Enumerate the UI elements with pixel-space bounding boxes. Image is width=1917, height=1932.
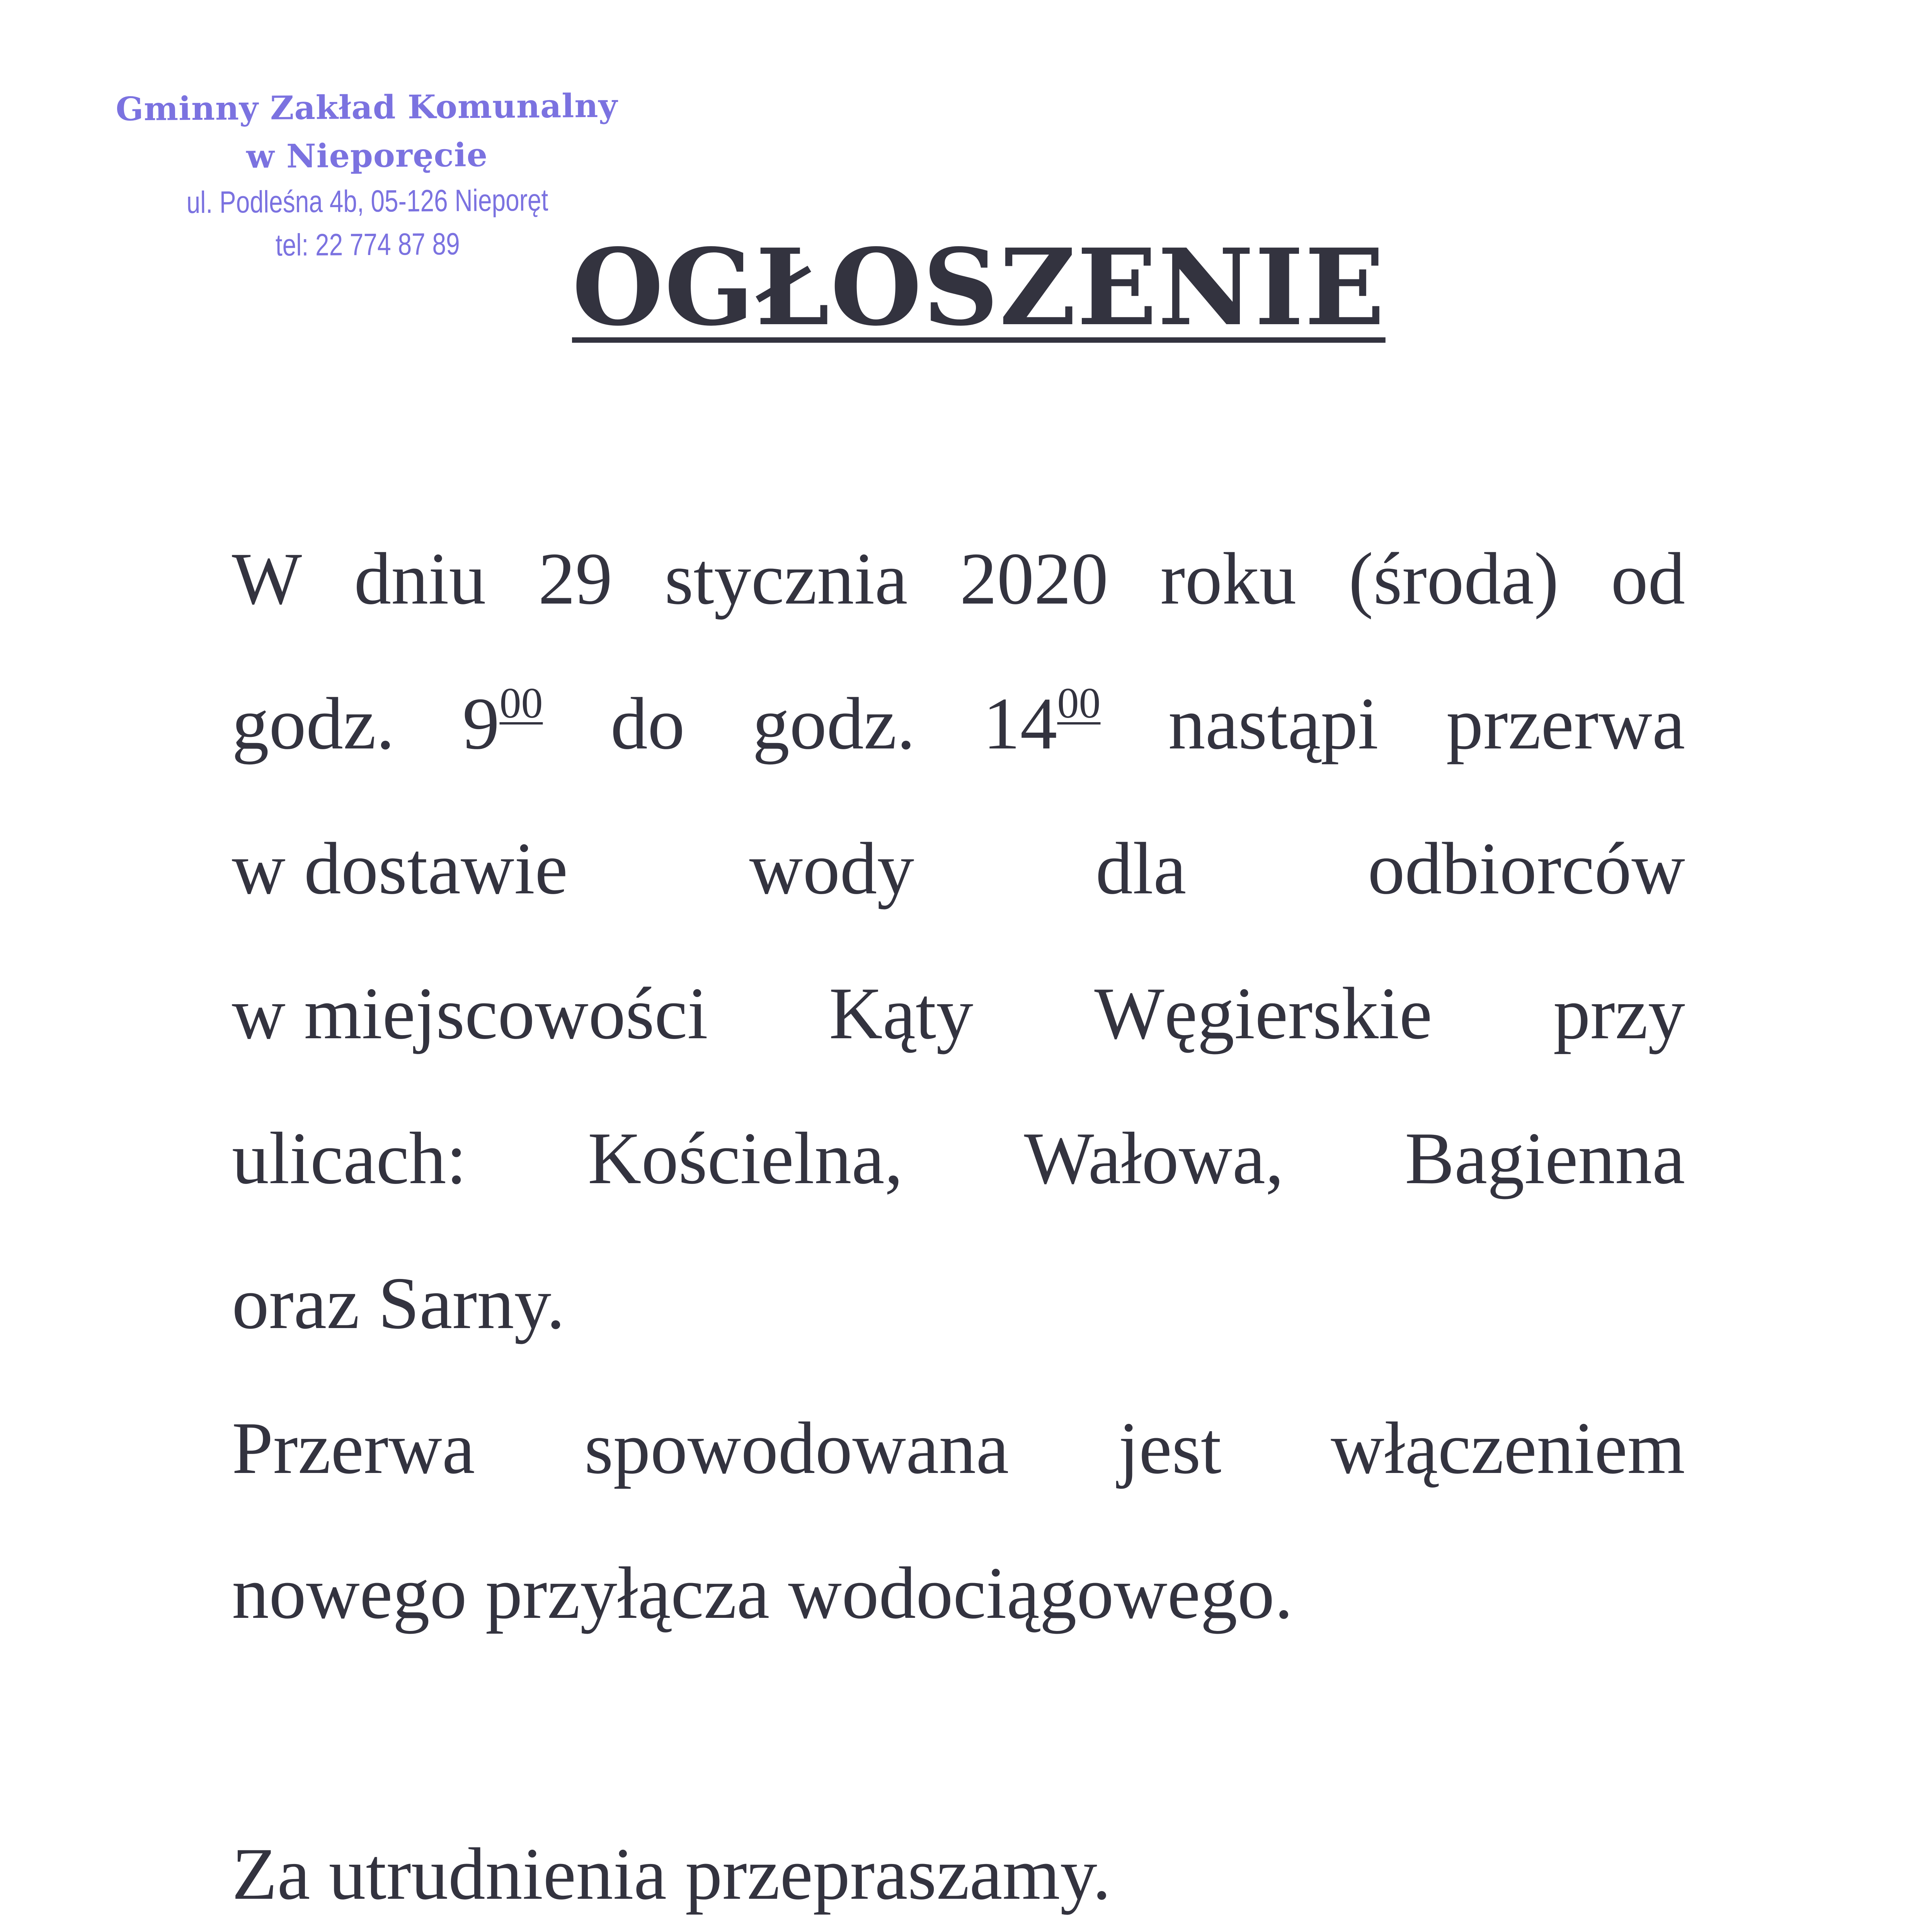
body-line-1 bbox=[232, 506, 1685, 651]
word: nowego przyłącza wodociągowego. bbox=[232, 1552, 1293, 1634]
stamp-address: ul. Podleśna 4b, 05-126 Nieporęt bbox=[186, 182, 548, 220]
word: spowodowana bbox=[584, 1407, 1009, 1489]
word: włączeniem bbox=[1331, 1407, 1685, 1489]
word: W bbox=[232, 537, 302, 620]
word: Kościelna, bbox=[587, 1117, 903, 1199]
stamp-name-line1: Gminny Zakład Komunalny bbox=[116, 86, 618, 128]
word: do bbox=[610, 682, 685, 765]
word: przy bbox=[1553, 972, 1685, 1054]
word: jest bbox=[1118, 1407, 1222, 1489]
body-line-6 bbox=[232, 1231, 1685, 1376]
body-line-8 bbox=[232, 1520, 1685, 1665]
word: 2020 bbox=[960, 537, 1108, 620]
word: oraz Sarny. bbox=[232, 1262, 565, 1344]
body-line-3 bbox=[232, 796, 1685, 941]
word: przerwa bbox=[1446, 682, 1685, 765]
word: godz. bbox=[752, 682, 916, 765]
end-time-minutes: 00 bbox=[1057, 679, 1101, 727]
word: w dostawie bbox=[232, 827, 568, 910]
start-time-hour: 9 bbox=[462, 682, 500, 765]
word: roku bbox=[1160, 537, 1297, 620]
word: ulicach: bbox=[232, 1117, 467, 1199]
word: godz. bbox=[232, 682, 395, 765]
stamp-phone: tel: 22 774 87 89 bbox=[275, 226, 460, 262]
word: Kąty bbox=[829, 972, 974, 1054]
announcement-body bbox=[232, 506, 1685, 1665]
body-line-7 bbox=[232, 1376, 1685, 1520]
stamp-name-line2: w Nieporęcie bbox=[246, 135, 488, 176]
body-line-5 bbox=[232, 1086, 1685, 1231]
end-time-hour: 14 bbox=[983, 682, 1057, 765]
word: dniu bbox=[354, 537, 486, 620]
word: (środa) bbox=[1348, 537, 1559, 620]
body-line-4 bbox=[232, 941, 1685, 1086]
end-time bbox=[983, 651, 1100, 796]
word: dla bbox=[1095, 827, 1187, 910]
closing-apology: Za utrudnienia przepraszamy. bbox=[232, 1833, 1111, 1915]
announcement-title: OGŁOSZENIE bbox=[572, 226, 1386, 349]
word: Węgierskie bbox=[1094, 972, 1432, 1054]
word: nastąpi bbox=[1168, 682, 1379, 765]
word: Wałowa, bbox=[1024, 1117, 1284, 1199]
word: odbiorców bbox=[1367, 827, 1685, 910]
word: wody bbox=[749, 827, 914, 910]
word: Przerwa bbox=[232, 1407, 475, 1489]
word: 29 bbox=[538, 537, 613, 620]
start-time-minutes: 00 bbox=[499, 679, 543, 727]
word: od bbox=[1611, 537, 1685, 620]
start-time bbox=[462, 651, 543, 796]
organization-stamp bbox=[96, 81, 638, 268]
word: w miejscowości bbox=[232, 972, 708, 1054]
word: stycznia bbox=[664, 537, 908, 620]
body-line-2 bbox=[232, 651, 1685, 796]
word: Bagienna bbox=[1405, 1117, 1685, 1199]
